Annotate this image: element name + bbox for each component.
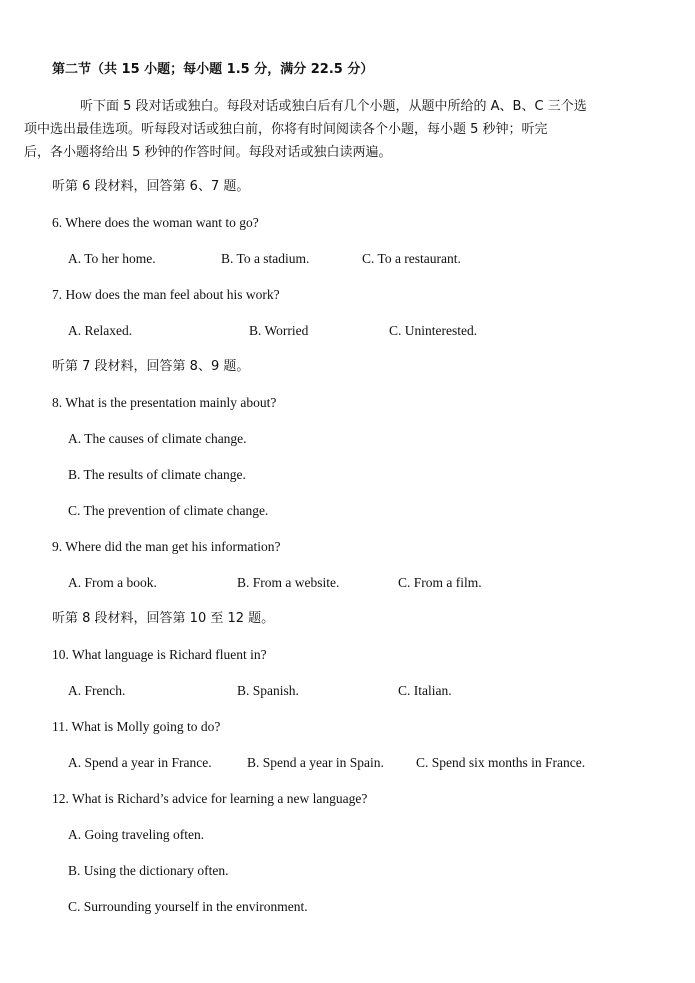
section-heading: 第二节（共 15 小题；每小题 1.5 分，满分 22.5 分） xyxy=(52,62,374,77)
question-9-option-a: A. From a book. xyxy=(68,575,157,590)
question-12-option-a: A. Going traveling often. xyxy=(68,827,205,842)
question-7-option-a: A. Relaxed. xyxy=(68,323,133,338)
question-10-option-b: B. Spanish. xyxy=(237,683,299,698)
question-8-option-b: B. The results of climate change. xyxy=(68,467,246,482)
question-6-option-a: A. To her home. xyxy=(68,251,156,266)
question-12-option-b: B. Using the dictionary often. xyxy=(68,863,229,878)
question-10-option-c: C. Italian. xyxy=(398,683,452,698)
question-7-option-c: C. Uninterested. xyxy=(389,323,478,338)
instructions-line-2: 项中选出最佳选项。听每段对话或独白前，你将有时间阅读各个小题，每小题 5 秒钟；听完 xyxy=(24,122,548,137)
question-10-stem: 10. What language is Richard fluent in? xyxy=(52,647,267,662)
question-8-option-a: A. The causes of climate change. xyxy=(68,431,247,446)
instructions-line-3: 后，各小题将给出 5 秒钟的作答时间。每段对话或独白读两遍。 xyxy=(24,145,392,160)
question-10-option-a: A. French. xyxy=(68,683,126,698)
group-label-2: 听第 7 段材料，回答第 8、9 题。 xyxy=(52,359,250,374)
question-9-option-c: C. From a film. xyxy=(398,575,482,590)
question-6-option-c: C. To a restaurant. xyxy=(362,251,461,266)
question-8-stem: 8. What is the presentation mainly about? xyxy=(52,395,277,410)
question-9-stem: 9. Where did the man get his information? xyxy=(52,539,281,554)
question-7-option-b: B. Worried xyxy=(249,323,309,338)
question-11-stem: 11. What is Molly going to do? xyxy=(52,719,221,734)
section-instructions xyxy=(24,95,652,164)
group-label-3: 听第 8 段材料，回答第 10 至 12 题。 xyxy=(52,611,275,626)
instructions-line-1: 听下面 5 段对话或独白。每段对话或独白后有几个小题，从题中所给的 A、B、C 三个选 xyxy=(80,99,587,114)
question-11-option-c: C. Spend six months in France. xyxy=(416,755,586,770)
question-8-option-c: C. The prevention of climate change. xyxy=(68,503,269,518)
question-6-option-b: B. To a stadium. xyxy=(221,251,310,266)
group-label-1: 听第 6 段材料，回答第 6、7 题。 xyxy=(52,179,250,194)
question-11-option-b: B. Spend a year in Spain. xyxy=(247,755,384,770)
question-12-option-c: C. Surrounding yourself in the environment. xyxy=(68,899,308,914)
question-7-stem: 7. How does the man feel about his work? xyxy=(52,287,280,302)
question-11-option-a: A. Spend a year in France. xyxy=(68,755,212,770)
question-6-stem: 6. Where does the woman want to go? xyxy=(52,215,259,230)
question-12-stem: 12. What is Richard’s advice for learning a new language? xyxy=(52,791,368,806)
question-9-option-b: B. From a website. xyxy=(237,575,340,590)
